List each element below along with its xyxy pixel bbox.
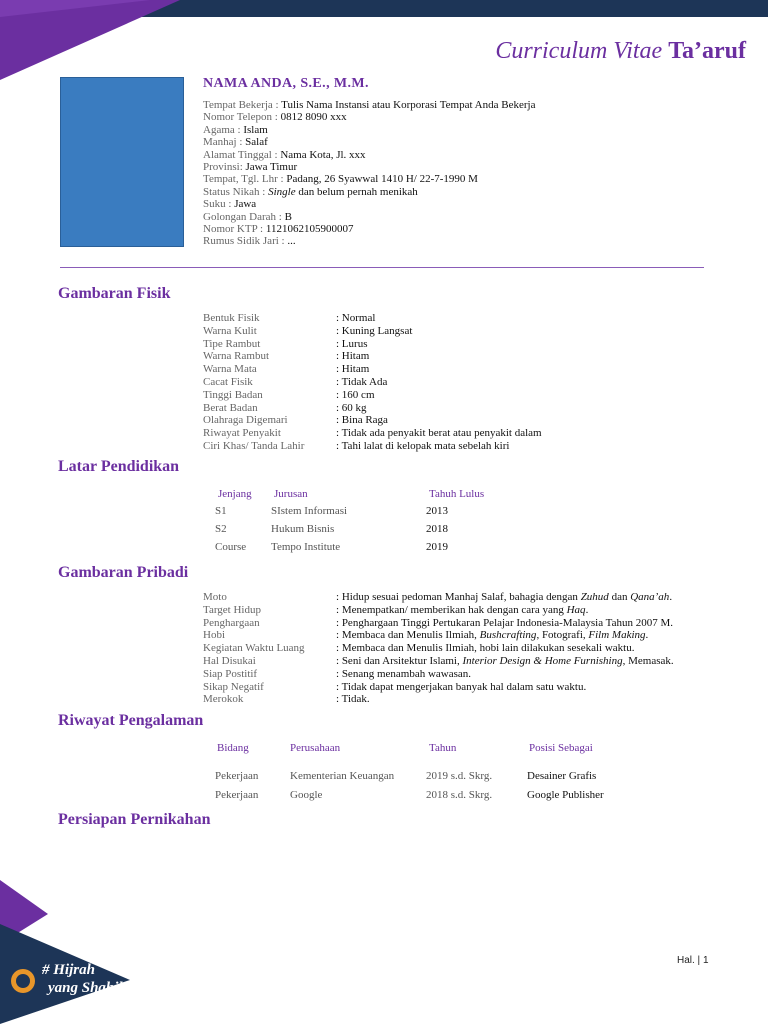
table-header: Tahun xyxy=(429,742,457,754)
item-value: : Lurus xyxy=(336,337,368,350)
list-item xyxy=(203,414,542,427)
item-value: : Tidak dapat mengerjakan banyak hal dalam satu waktu. xyxy=(336,680,587,693)
item-label: Ciri Khas/ Tanda Lahir xyxy=(203,439,305,452)
field-label: Agama xyxy=(203,123,235,136)
profile-field xyxy=(203,186,418,199)
item-label: Merokok xyxy=(203,693,244,706)
field-separator: : xyxy=(272,111,281,124)
item-value: : Bina Raga xyxy=(336,414,388,427)
item-value-text: , Fotografi, xyxy=(536,629,589,642)
profile-field xyxy=(203,161,297,174)
item-value: : Normal xyxy=(336,312,376,324)
field-label: Nomor Telepon xyxy=(203,111,272,124)
item-value: : 160 cm xyxy=(336,388,375,401)
item-value-text: , Memasak. xyxy=(622,654,674,667)
list-item xyxy=(203,668,674,681)
list-item xyxy=(203,350,542,363)
list-item xyxy=(203,642,674,655)
item-value-text: Senang menambah wawasan. xyxy=(341,667,472,680)
item-value-text: Tidak dapat mengerjakan banyak hal dalam satu waktu. xyxy=(341,680,587,693)
field-label: Alamat Tinggal xyxy=(203,148,272,161)
table-cell: Google xyxy=(290,789,323,801)
item-label: Moto xyxy=(203,591,227,603)
item-label: Warna Mata xyxy=(203,363,257,376)
field-label: Provinsi xyxy=(203,161,240,173)
list-item xyxy=(203,402,542,415)
item-value-text: Hidup sesuai pedoman Manhaj Salaf, bahagia dengan xyxy=(341,591,581,603)
field-label: Nomor KTP xyxy=(203,223,258,235)
field-value: Salaf xyxy=(245,136,268,149)
table-cell: Desainer Grafis xyxy=(527,770,597,782)
item-label: Hal Disukai xyxy=(203,654,256,667)
profile-name: NAMA ANDA, S.E., M.M. xyxy=(203,76,369,91)
profile-field xyxy=(203,99,535,112)
field-label: Suku xyxy=(203,198,226,211)
item-value: : Tidak Ada xyxy=(336,375,388,388)
logo-text-1: # Hijrah xyxy=(42,962,95,978)
item-value: : Tidak ada penyakit berat atau penyakit dalam xyxy=(336,427,542,440)
field-value: Jawa Timur xyxy=(245,161,298,173)
list-item xyxy=(203,617,674,630)
item-value: : Kuning Langsat xyxy=(336,324,413,337)
field-value-italic: Single xyxy=(268,185,296,198)
profile-field xyxy=(203,223,353,236)
field-separator: : xyxy=(236,136,246,149)
gambaran-fisik-list xyxy=(203,312,542,453)
item-value: : Senang menambah wawasan. xyxy=(336,667,472,680)
field-label: Status Nikah xyxy=(203,185,260,198)
field-separator: : xyxy=(276,210,285,223)
item-value-text: dan xyxy=(608,591,631,603)
table-cell: 2019 xyxy=(426,541,448,553)
field-separator: : xyxy=(257,223,266,235)
item-value: : Hitam xyxy=(336,350,370,363)
item-value: : Tahi lalat di kelopak mata sebelah kiri xyxy=(336,439,510,452)
field-label: Tempat, Tgl. Lhr xyxy=(203,173,278,186)
table-cell: Kementerian Keuangan xyxy=(290,770,395,782)
profile-field xyxy=(203,211,292,224)
list-item xyxy=(203,629,674,642)
table-header: Tahuh Lulus xyxy=(429,488,485,500)
item-value-text: Penghargaan Tinggi Pertukaran Pelajar Indonesia-Malaysia Tahun 2007 M. xyxy=(341,616,674,629)
table-cell: S2 xyxy=(215,523,227,535)
item-value-text: Membaca dan Menulis Ilmiah, hobi lain dilakukan sesekali waktu. xyxy=(341,642,635,655)
item-value-italic: Bushcrafting xyxy=(479,629,537,642)
page-title: Curriculum Vitae Ta’aruf xyxy=(495,38,746,64)
section-title-gambaran-pribadi: Gambaran Pribadi xyxy=(58,564,189,581)
table-header: Posisi Sebagai xyxy=(529,742,593,754)
item-label: Bentuk Fisik xyxy=(203,312,260,324)
gambaran-pribadi-list xyxy=(203,591,674,706)
section-title-riwayat-pengalaman: Riwayat Pengalaman xyxy=(58,712,204,729)
item-value: : Penghargaan Tinggi Pertukaran Pelajar Indonesia-Malaysia Tahun 2007 M. xyxy=(336,616,674,629)
item-value-italic: Qana’ah xyxy=(630,591,670,603)
item-value-italic: Zuhud xyxy=(580,591,609,603)
profile-field xyxy=(203,149,366,162)
field-separator: : xyxy=(272,99,282,111)
item-value-text: . xyxy=(585,603,589,616)
field-separator: : xyxy=(259,185,269,198)
item-label: Kegiatan Waktu Luang xyxy=(203,642,305,655)
table-cell: 2018 xyxy=(426,523,448,535)
item-value-text: Tidak. xyxy=(341,693,370,706)
list-item xyxy=(203,693,674,706)
item-label: Tinggi Badan xyxy=(203,388,263,401)
table-cell: Pekerjaan xyxy=(215,770,259,782)
list-item xyxy=(203,427,542,440)
list-item xyxy=(203,604,674,617)
section-title-gambaran-fisik: Gambaran Fisik xyxy=(58,285,171,302)
profile-field xyxy=(203,136,268,149)
list-item xyxy=(203,389,542,402)
table-header: Bidang xyxy=(217,742,249,754)
table-cell: Pekerjaan xyxy=(215,789,259,801)
logo-icon xyxy=(8,966,38,996)
item-value: : Membaca dan Menulis Ilmiah, Bushcrafting, Fotografi, Film Making. xyxy=(336,629,649,642)
profile-field xyxy=(203,198,256,211)
profile-field xyxy=(203,235,296,248)
field-label: Manhaj xyxy=(203,136,237,149)
field-separator: : xyxy=(271,148,281,161)
section-title-latar-pendidikan: Latar Pendidikan xyxy=(58,458,180,475)
profile-field xyxy=(203,173,478,186)
profile-photo xyxy=(60,77,184,247)
table-cell: SIstem Informasi xyxy=(271,505,348,517)
item-value: : Tidak. xyxy=(336,693,370,706)
page-number: Hal. | 1 xyxy=(677,955,709,966)
item-label: Warna Kulit xyxy=(203,324,257,337)
table-cell: S1 xyxy=(215,505,227,517)
list-item xyxy=(203,325,542,338)
item-label: Cacat Fisik xyxy=(203,375,253,388)
field-separator: : xyxy=(278,235,288,248)
footer-decoration xyxy=(0,880,140,1024)
section-title-persiapan-pernikahan: Persiapan Pernikahan xyxy=(58,811,211,828)
divider xyxy=(60,267,704,268)
item-label: Siap Postitif xyxy=(203,667,258,680)
table-cell: 2013 xyxy=(426,505,448,517)
item-value-text: Menempatkan/ memberikan hak dengan cara yang xyxy=(341,603,567,616)
table-header: Jurusan xyxy=(274,488,308,500)
table-cell: Google Publisher xyxy=(527,789,604,801)
list-item xyxy=(203,312,542,325)
item-label: Tipe Rambut xyxy=(203,337,261,350)
list-item xyxy=(203,681,674,694)
table-cell: 2018 s.d. Skrg. xyxy=(426,789,493,801)
field-value: Nama Kota, Jl. xxx xyxy=(280,148,366,161)
item-label: Olahraga Digemari xyxy=(203,414,288,427)
field-separator: : xyxy=(239,161,246,173)
field-value: ... xyxy=(287,235,296,248)
field-separator: : xyxy=(225,198,235,211)
item-value-text: Membaca dan Menulis Ilmiah, xyxy=(341,629,480,642)
profile-field xyxy=(203,111,347,124)
item-label: Riwayat Penyakit xyxy=(203,427,281,440)
table-header: Jenjang xyxy=(218,488,252,500)
item-value-italic: Haq xyxy=(566,603,586,616)
list-item xyxy=(203,440,542,453)
item-value: : Membaca dan Menulis Ilmiah, hobi lain dilakukan sesekali waktu. xyxy=(336,642,635,655)
item-value-italic: Interior Design & Home Furnishing xyxy=(462,654,623,667)
field-value: Islam xyxy=(243,123,268,136)
field-label: Tempat Bekerja xyxy=(203,99,273,111)
field-separator: : xyxy=(234,123,244,136)
logo-text-2: yang Shahih xyxy=(48,980,127,996)
table-cell: Course xyxy=(215,541,247,553)
table-cell: Tempo Institute xyxy=(271,541,341,553)
field-value: Padang, 26 Syawwal 1410 H/ 22-7-1990 M xyxy=(286,173,478,186)
list-item xyxy=(203,376,542,389)
table-cell: Hukum Bisnis xyxy=(271,523,335,535)
field-value: dan belum pernah menikah xyxy=(295,185,418,198)
field-label: Rumus Sidik Jari xyxy=(203,235,279,248)
item-value: : 60 kg xyxy=(336,401,367,414)
list-item xyxy=(203,591,674,604)
item-label: Warna Rambut xyxy=(203,350,270,363)
table-header: Perusahaan xyxy=(290,742,341,754)
item-value: : Menempatkan/ memberikan hak dengan cara yang Haq. xyxy=(336,603,589,616)
item-value-italic: Film Making xyxy=(588,629,646,642)
field-value: B xyxy=(284,210,292,223)
field-value: Jawa xyxy=(234,198,257,211)
item-value: : Hidup sesuai pedoman Manhaj Salaf, bahagia dengan Zuhud dan Qana’ah. xyxy=(336,591,673,603)
item-value-text: . xyxy=(645,629,649,642)
item-value: : Hitam xyxy=(336,363,370,376)
item-value: : Seni dan Arsitektur Islami, Interior Design & Home Furnishing, Memasak. xyxy=(336,654,674,667)
field-separator: : xyxy=(277,173,287,186)
field-value: 0812 8090 xxx xyxy=(280,111,347,124)
item-label: Sikap Negatif xyxy=(203,680,264,693)
item-label: Penghargaan xyxy=(203,616,260,629)
field-label: Golongan Darah xyxy=(203,210,277,223)
list-item xyxy=(203,338,542,351)
item-label: Hobi xyxy=(203,629,225,642)
list-item xyxy=(203,363,542,376)
item-value-text: . xyxy=(669,591,673,603)
item-label: Berat Badan xyxy=(203,401,258,414)
item-value-text: Seni dan Arsitektur Islami, xyxy=(341,654,463,667)
table-cell: 2019 s.d. Skrg. xyxy=(426,770,493,782)
item-label: Target Hidup xyxy=(203,603,261,616)
field-value: Tulis Nama Instansi atau Korporasi Tempat Anda Bekerja xyxy=(281,99,536,111)
profile-field xyxy=(203,124,268,137)
list-item xyxy=(203,655,674,668)
field-value: 1121062105900007 xyxy=(265,223,354,235)
